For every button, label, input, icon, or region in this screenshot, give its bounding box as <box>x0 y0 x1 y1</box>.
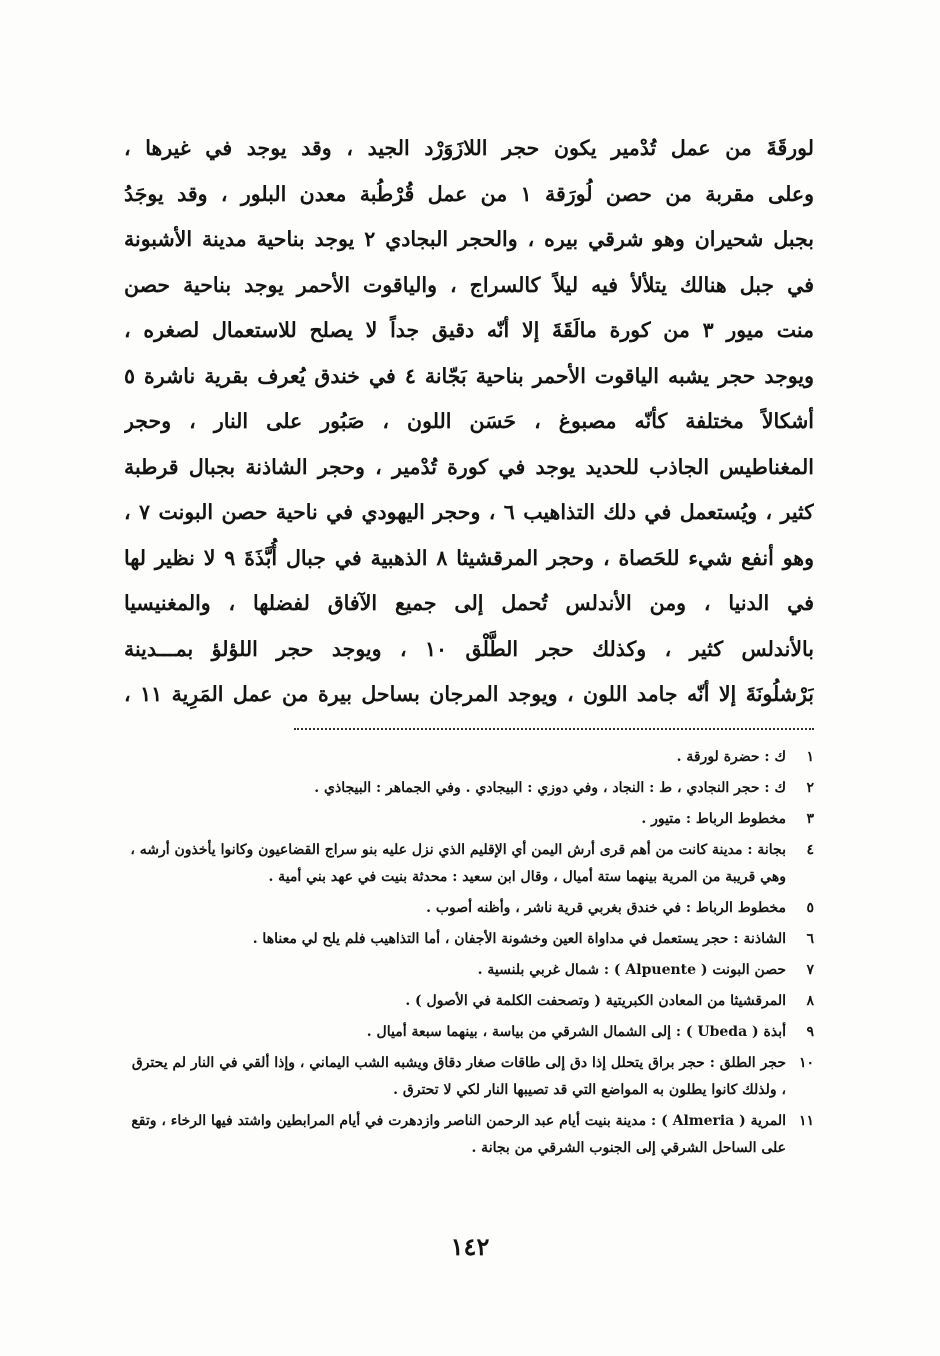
footnote-number: ٦ <box>806 931 814 947</box>
footnote-item <box>124 957 814 984</box>
footnote-item <box>124 988 814 1015</box>
footnote-text: مخطوط الرباط : في خندق بغربي قرية ناشر ، وأظنه أصوب . <box>426 900 786 916</box>
footnote-number: ٧ <box>806 962 814 978</box>
footnote-item <box>124 895 814 922</box>
footnote-item <box>124 744 814 771</box>
footnote-number: ٣ <box>806 811 814 827</box>
main-text-line: منت ميور ٣ من كورة مالَقَةَ إلا أنّه دقيق جداً لا يصلح للاستعمال لصغره ، <box>124 318 814 342</box>
footnote-number: ١ <box>806 749 814 765</box>
main-text-line: بالأندلس كثير ، وكذلك حجر الطَّلْق ١٠ ، ويوجد حجر اللؤلؤ بمـــدينة <box>124 636 814 661</box>
footnote-text: أبذة ( Ubeda ) : إلى الشمال الشرقي من بياسة ، بينهما سبعة أميال . <box>366 1024 786 1040</box>
footnote-number: ٨ <box>806 993 814 1009</box>
footnote-item <box>124 1108 814 1162</box>
main-text-line: بجبل شحيران وهو شرقي بيره ، والحجر البجادي ٢ يوجد بناحية مدينة الأشبونة <box>124 227 814 251</box>
page-number: ١٤٢ <box>450 1232 490 1261</box>
footnote-item <box>124 1050 814 1104</box>
footnote-text: المرقشيثا من المعادن الكبريتية ( وتصحفت الكلمة في الأصول ) . <box>405 993 786 1009</box>
footnote-text: بجانة : مدينة كانت من أهم قرى أرش اليمن أي الإقليم الذي نزل عليه بنو سراج القضاعيون وكانوا يأخذون أرشه ، وهي قريبة من المرية بينهما ستة أميال ، وقال ابن سعيد : محدثة بنيت في عهد بني أمية . <box>130 842 786 885</box>
footnote-text: مخطوط الرباط : متيور . <box>641 811 786 827</box>
footnote-item <box>124 926 814 953</box>
footnote-text: الشاذنة : حجر يستعمل في مداواة العين وخشونة الأجفان ، أما التذاهيب فلم يلح لي معناها . <box>252 931 786 947</box>
footnote-separator <box>294 728 814 730</box>
footnote-text: حصن البونت ( Alpuente ) : شمال غربي بلنسية . <box>477 962 786 978</box>
main-text-line: أشكالاً مختلفة كأنّه مصبوغ ، حَسَن اللون ، صَبُور على النار ، وحجر <box>124 409 814 433</box>
main-text-line: في الدنيا ، ومن الأندلس تُحمل إلى جميع الآفاق لفضلها ، والمغنيسيا <box>124 591 814 615</box>
main-text-line: المغناطيس الجاذب للحديد يوجد في كورة تُدْمير ، وحجر الشاذنة بجبال قرطبة <box>124 454 814 479</box>
footnote-item <box>124 775 814 802</box>
footnote-item <box>124 1019 814 1046</box>
footnote-text: حجر الطلق : حجر براق يتحلل إذا دق إلى طاقات صغار دقاق ويشبه الشب اليماني ، وإذا ألقي في النار لم يحترق ، ولذلك كانوا يطلون به المواضع التي قد تصيبها النار لكي لا تحترق . <box>131 1055 786 1098</box>
footnote-number: ٥ <box>806 900 814 916</box>
main-text-line: ويوجد حجر يشبه الياقوت الأحمر بناحية بَجّانة ٤ في خندق يُعرف بقرية ناشرة ٥ <box>124 363 814 388</box>
footnote-number: ٩ <box>806 1024 814 1040</box>
footnotes-list <box>124 744 814 1166</box>
footnote-number: ١٠ <box>798 1055 814 1071</box>
footnote-number: ١١ <box>798 1113 814 1129</box>
footnote-item <box>124 837 814 891</box>
footnote-text: ك : حضرة لورقة . <box>676 749 786 765</box>
main-text-line: بَرْشلُونَةَ إلا أنّه جامد اللون ، ويوجد المرجان بساحل بيرة من عمل المَرِية ١١ ، <box>124 682 814 706</box>
footnote-item <box>124 806 814 833</box>
main-text-line: وعلى مقربة من حصن لُورَقة ١ من عمل قُرْطُبة معدن البلور ، وقد يوجَدُ <box>124 181 814 206</box>
footnote-text: ك : حجر النجادي ، ط : النجاد ، وفي دوزي : البيجادي . وفي الجماهر : البيجاذي . <box>314 780 786 796</box>
main-text-body <box>124 126 814 718</box>
main-text-line: كثير ، ويُستعمل في دلك التذاهيب ٦ ، وحجر اليهودي في ناحية حصن البونت ٧ ، <box>124 500 814 524</box>
main-text-line: لورقَةَ من عمل تُدْمير يكون حجر اللازَوَرْد الجيد ، وقد يوجد في غيرها ، <box>124 136 814 160</box>
main-text-line: وهو أنفع شيء للحَصاة ، وحجر المرقشيثا ٨ الذهبية في جبال أُبَّذَةَ ٩ لا نظير لها <box>124 545 814 570</box>
footnote-number: ٤ <box>806 842 814 858</box>
main-text-line: في جبل هنالك يتلألأ فيه ليلاً كالسراج ، والياقوت الأحمر يوجد بناحية حصن <box>124 272 814 297</box>
footnote-text: المرية ( Almeria ) : مدينة بنيت أيام عبد الرحمن الناصر وازدهرت في أيام المرابطين واشتد فيها الرخاء ، وتقع على الساحل الشرقي إلى الجنوب الشرقي من بجانة . <box>131 1113 786 1156</box>
footnote-number: ٢ <box>806 780 814 796</box>
